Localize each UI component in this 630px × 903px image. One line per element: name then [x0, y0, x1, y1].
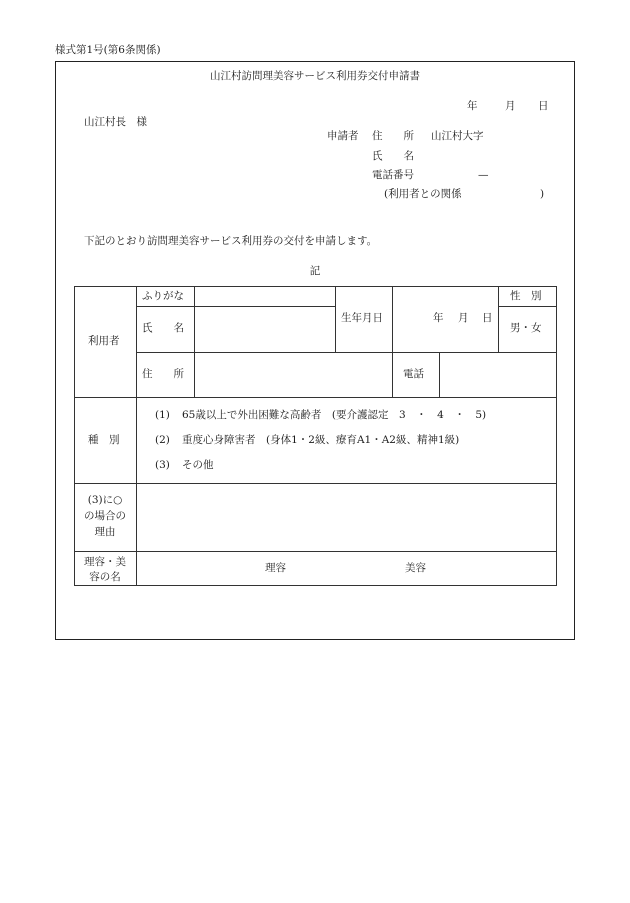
category-label: 種 別 — [88, 434, 120, 446]
gender-value: 男・女 — [510, 322, 542, 334]
salon-label-line-2: 容の名 — [89, 571, 121, 583]
category-3-num: (3) — [155, 459, 170, 471]
user-label: 利用者 — [88, 335, 120, 347]
date-month-label: 月 — [505, 100, 516, 112]
salon-barber-label: 理容 — [265, 562, 286, 574]
applicant-phone-label: 電話番号 — [372, 169, 414, 181]
applicant-relation-label: (利用者との関係 — [384, 188, 462, 200]
category-1-text: 65歳以上で外出困難な高齢者 (要介護認定 3 ・ 4 ・ 5) — [182, 409, 487, 421]
category-2-num: (2) — [155, 434, 170, 446]
addressee: 山江村長 様 — [84, 116, 147, 128]
dob-month-label: 月 — [458, 312, 469, 324]
salon-label-line-1: 理容・美 — [84, 556, 126, 568]
applicant-label: 申請者 — [327, 130, 359, 142]
applicant-name-label: 氏 名 — [372, 150, 414, 162]
applicant-address-value: 山江村大字 — [431, 130, 484, 142]
dob-label: 生年月日 — [341, 312, 383, 324]
statement: 下記のとおり訪問理美容サービス利用券の交付を申請します。 — [84, 235, 378, 247]
gender-label: 性 別 — [510, 290, 542, 302]
applicant-phone-separator: — — [478, 169, 489, 181]
ki-label: 記 — [309, 265, 321, 277]
dob-year-label: 年 — [433, 312, 444, 324]
category-3-text: その他 — [182, 459, 214, 471]
dob-day-label: 日 — [482, 312, 493, 324]
salon-beauty-label: 美容 — [405, 562, 426, 574]
form-title: 山江村訪問理美容サービス利用券交付申請書 — [210, 70, 420, 82]
reason-label-line-1: (3)に○ — [87, 494, 123, 506]
furigana-label: ふりがな — [142, 290, 184, 302]
applicant-relation-close: ) — [540, 188, 545, 200]
date-day-label: 日 — [538, 100, 549, 112]
reason-label-line-2: の場合の — [84, 510, 126, 522]
user-phone-label: 電話 — [403, 368, 424, 380]
reason-label-line-3: 理由 — [94, 526, 116, 538]
applicant-address-label: 住 所 — [372, 130, 414, 142]
user-name-label: 氏 名 — [142, 322, 184, 334]
category-2-text: 重度心身障害者 (身体1・2級、療育A1・A2級、精神1級) — [182, 434, 460, 446]
category-1-num: (1) — [155, 409, 170, 421]
form-frame — [55, 61, 575, 640]
date-year-label: 年 — [467, 100, 478, 112]
user-address-label: 住 所 — [142, 368, 184, 380]
form-number: 様式第1号(第6条関係) — [55, 44, 161, 56]
